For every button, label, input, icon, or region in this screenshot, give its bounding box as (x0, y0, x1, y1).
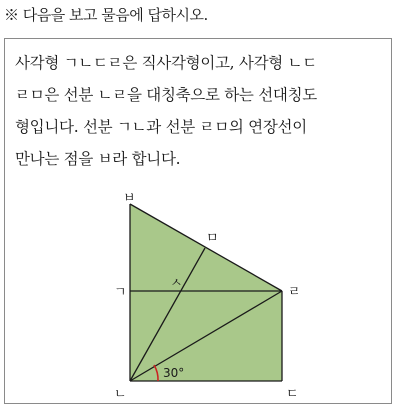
instruction-text: ※ 다음을 보고 물음에 답하시오. (4, 6, 208, 24)
problem-line-3: 형입니다. 선분 ㄱㄴ과 선분 ㄹㅁ의 연장선이 (15, 118, 307, 136)
point-label-d: ㄷ (286, 387, 299, 402)
problem-line-2: ㄹㅁ은 선분 ㄴㄹ을 대칭축으로 하는 선대칭도 (15, 86, 317, 104)
angle-label: 30° (163, 366, 185, 380)
point-label-n: ㄴ (114, 387, 127, 402)
point-label-s: ㅅ (170, 276, 183, 291)
point-label-b: ㅂ (123, 191, 136, 206)
point-label-r: ㄹ (288, 285, 301, 300)
problem-line-1: 사각형 ㄱㄴㄷㄹ은 직사각형이고, 사각형 ㄴㄷ (15, 54, 317, 72)
problem-line-4: 만나는 점을 ㅂ라 합니다. (15, 150, 181, 168)
point-label-g: ㄱ (114, 285, 127, 300)
point-label-m: ㅁ (206, 231, 219, 246)
